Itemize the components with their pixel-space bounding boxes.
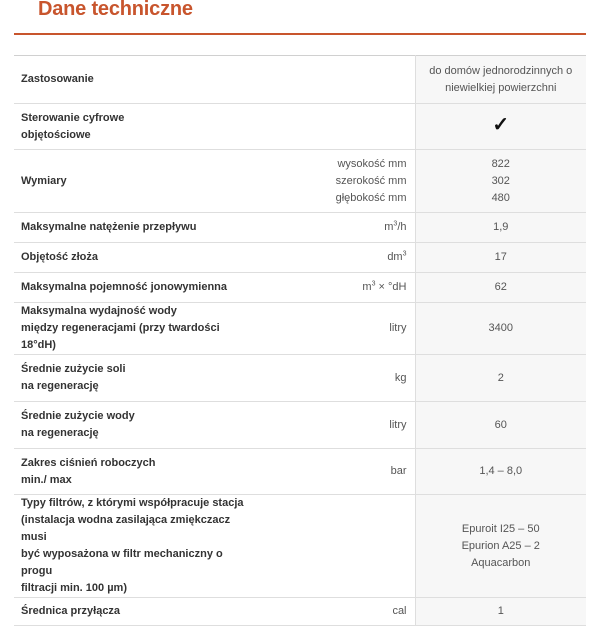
label-line: Średnie zużycie wody (21, 410, 135, 422)
label-line: min./ max (21, 473, 72, 486)
row-value (415, 495, 586, 598)
table-row-salt-usage (14, 355, 586, 402)
row-label: Maksymalna pojemność jonowymienna (14, 273, 252, 303)
table-row-max-flow (14, 213, 586, 243)
table-row-pressure-range (14, 449, 586, 495)
row-value: 60 (415, 402, 586, 449)
label-line: (instalacja wodna zasilająca zmiękczacz musi (21, 514, 231, 543)
title-underline (14, 33, 586, 35)
table-row-digital-control (14, 104, 586, 150)
table-row-max-output (14, 303, 586, 355)
row-value (415, 104, 586, 150)
row-value: 1,9 (415, 213, 586, 243)
row-unit: cal (252, 598, 415, 626)
sub-unit: wysokość mm (337, 157, 407, 170)
row-value: 3400 (415, 303, 586, 355)
row-unit (252, 56, 415, 104)
sub-unit: szerokość mm (335, 174, 407, 187)
row-unit (252, 495, 415, 598)
label-line: Zakres ciśnień roboczych (21, 456, 156, 469)
label-line: między regeneracjami (przy twardości 18°dH) (21, 322, 220, 351)
row-label: Średnica przyłącza (14, 598, 252, 626)
label-line: Średnie zużycie soli (21, 363, 126, 375)
value-line: Epuroit I25 – 50 (461, 522, 540, 535)
page-title: Dane techniczne (38, 0, 193, 20)
row-value: 2 (415, 355, 586, 402)
label-line: Sterowanie cyfrowe (21, 111, 125, 124)
table-row-application (14, 56, 586, 104)
value-line: 822 (491, 157, 510, 170)
row-unit (252, 104, 415, 150)
value-line: do domów jednorodzinnych o (429, 64, 573, 77)
specs-table (14, 55, 586, 626)
row-label: Wymiary (14, 150, 252, 213)
value-line: 480 (491, 191, 510, 204)
label-line: na regenerację (21, 380, 99, 392)
row-label (14, 104, 252, 150)
table-row-dimensions (14, 150, 586, 213)
row-value: 1,4 – 8,0 (415, 449, 586, 495)
row-unit: $m^3/h$ (252, 213, 415, 243)
row-label: Objętość złoża (14, 243, 252, 273)
row-value: 17 (415, 243, 586, 273)
row-unit: litry (252, 402, 415, 449)
value-line: niewielkiej powierzchni (445, 81, 557, 94)
value-line: Aquacarbon (471, 556, 531, 569)
checkmark-icon: ✓ (492, 113, 510, 136)
label-line: objętościowe (21, 128, 91, 141)
table-row-bed-volume (14, 243, 586, 273)
row-unit: $dm^3$ (252, 243, 415, 273)
label-line: filtracji min. 100 µm) (21, 582, 127, 594)
row-label (14, 303, 252, 355)
row-unit: litry (252, 303, 415, 355)
label-line: Typy filtrów, z którymi współpracuje stacja (21, 497, 244, 509)
label-line: być wyposażona w filtr mechaniczny o progu (21, 548, 223, 577)
row-unit: $m^3 \times ^\circ dH$ (252, 273, 415, 303)
row-label (14, 402, 252, 449)
row-unit (252, 150, 415, 213)
row-unit: bar (252, 449, 415, 495)
row-value: 1 (415, 598, 586, 626)
table-row-water-usage (14, 402, 586, 449)
row-value (415, 150, 586, 213)
label-line: Maksymalna wydajność wody (21, 305, 177, 317)
row-value: 62 (415, 273, 586, 303)
table-row-filter-types (14, 495, 586, 598)
row-value (415, 56, 586, 104)
sub-unit: głębokość mm (335, 191, 407, 204)
row-label (14, 355, 252, 402)
row-unit: kg (252, 355, 415, 402)
row-label: Maksymalne natężenie przepływu (14, 213, 252, 243)
table-row-connection-diameter (14, 598, 586, 626)
row-label (14, 449, 252, 495)
value-line: Epurion A25 – 2 (461, 539, 540, 552)
row-label (14, 495, 252, 598)
value-line: 302 (491, 174, 510, 187)
table-row-ion-exchange (14, 273, 586, 303)
row-label: Zastosowanie (14, 56, 252, 104)
label-line: na regenerację (21, 427, 99, 439)
